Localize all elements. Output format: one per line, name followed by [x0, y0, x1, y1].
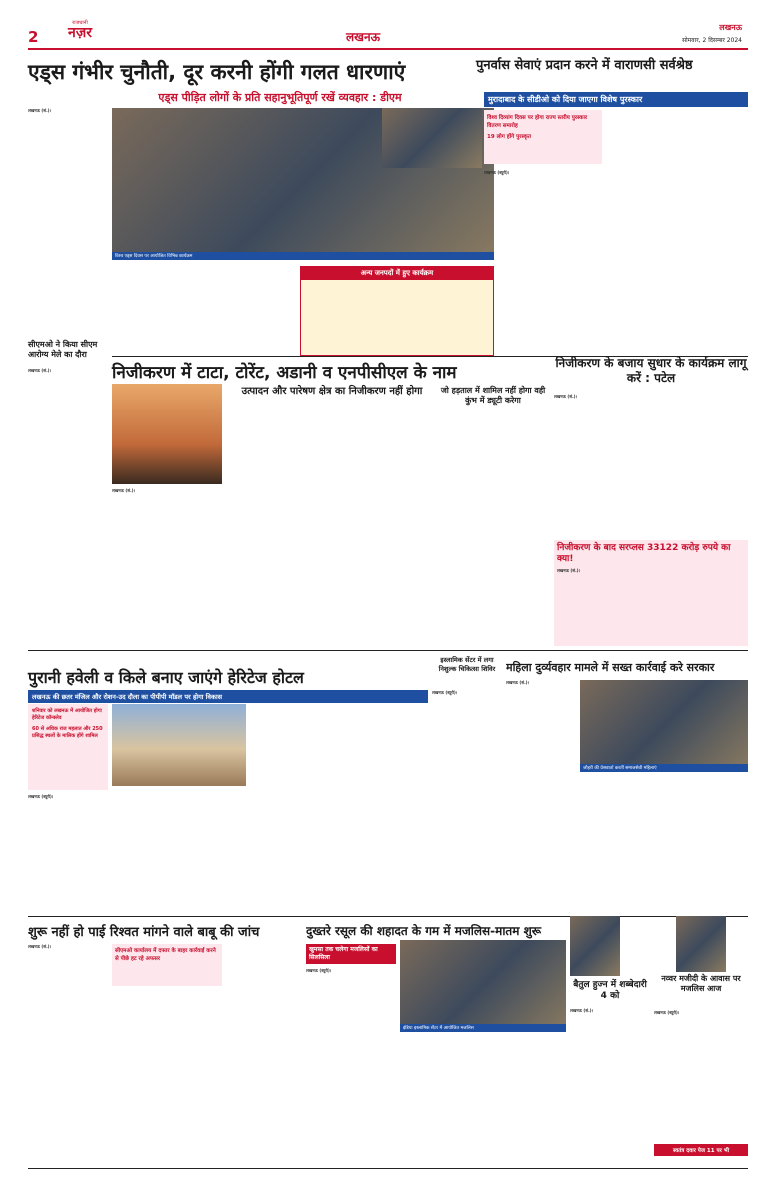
aids-photo-caption: विश्व एड्स दिवस पर आयोजित विभिन्न कार्यक्रम [112, 252, 494, 260]
headline-medical-camp: इस्लामिक सेंटर में लगा निशुल्क चिकित्सा शिविर [438, 656, 496, 673]
brand-name: नज़र [68, 25, 92, 41]
rehab-bullet-2: 19 लोग होंगे पुरस्कृत [487, 134, 531, 140]
story7-col5 [342, 704, 428, 914]
story5-col2 [652, 394, 748, 534]
story4-dateline: लखनऊ (सं.)। [112, 488, 136, 493]
headline-reform: निजीकरण के बजाय सुधार के कार्यक्रम लागू करें : पटेल [555, 356, 747, 385]
story9-dateline: लखनऊ (सं.)। [506, 680, 530, 685]
headline-women-abuse: महिला दुर्व्यवहार मामले में सख्त कार्रवाई करे सरकार [506, 661, 715, 674]
story12-body [570, 1008, 650, 1164]
story5-dateline: लखनऊ (सं.)। [554, 394, 578, 399]
story2-col2 [546, 170, 604, 356]
heritage-bullet-2: 60 से अधिक राज महलात और 250 प्रसिद्ध स्थलों के मालिक होंगे शामिल [32, 726, 103, 739]
cleric-photo [570, 916, 620, 976]
story7-col4 [250, 704, 338, 914]
women-press-photo [580, 680, 748, 772]
rehab-bullet-1: विश्व दिव्यांग दिवस पर होगा राज्य स्तरीय पुरस्कार वितरण समारोह [487, 115, 588, 129]
other-districts-title: अन्य जनपदों में हुए कार्यक्रम [301, 267, 493, 280]
majlis-photo [400, 940, 566, 1032]
varanasi-photo [382, 108, 482, 168]
headline-cmo: सीएमओ ने किया सीएम आरोग्य मेले का दौरा [28, 340, 98, 359]
heritage-photo [112, 704, 246, 786]
rule-mid3 [28, 916, 748, 917]
heritage-bullet-1: शनिवार को लखनऊ में आयोजित होगा हेरिटेज कॉन्क्लेव [32, 708, 102, 721]
story6-body [554, 568, 748, 644]
story2-col1 [484, 170, 542, 356]
story1-col2 [112, 266, 202, 356]
page-header [0, 0, 770, 48]
story2-dateline: लखनऊ (ब्यूरो)। [484, 170, 510, 175]
story12-dateline: लखनऊ (सं.)। [570, 1008, 594, 1013]
headline-shabbedari: बैतुल हुज्न में शब्बेदारी 4 को [573, 980, 647, 1001]
story13-dateline: लखनऊ (ब्यूरो)। [654, 1010, 680, 1015]
majlis-tag: खुमसा तक चलेगा मजलिसों का सिलसिला [306, 944, 396, 964]
story4-col3 [328, 422, 436, 646]
story7-col1 [28, 794, 108, 914]
story3-dateline: लखनऊ (सं.)। [28, 368, 52, 373]
subhead-aids: एड्स पीड़ित लोगों के प्रति सहानुभूतिपूर्ण रखें व्यवहार : डीएम [158, 91, 402, 104]
story7-col2 [112, 790, 200, 914]
subhead-production: उत्पादन और पारेषण क्षेत्र का निजीकरण नहीं होगा [241, 386, 423, 397]
headline-bribe: शुरू नहीं हो पाई रिश्वत मांगने वाले बाबू की जांच [28, 925, 260, 940]
surplus-box [554, 540, 748, 646]
story1-col3 [206, 266, 296, 356]
story9-col4 [506, 808, 576, 914]
story7-dateline: लखनऊ (ब्यूरो)। [28, 794, 54, 799]
story9-col3 [666, 776, 748, 914]
brand-small-text: राजधानी [72, 20, 88, 26]
story11-dateline: लखनऊ (ब्यूरो)। [306, 968, 332, 973]
story11-col3 [484, 1036, 566, 1164]
headline-surplus: निजीकरण के बाद सरप्लस 33122 करोड़ रुपये का क्या! [557, 543, 731, 564]
story10-dateline: लखनऊ (सं.)। [28, 944, 52, 949]
page-number: 2 [28, 28, 39, 46]
story11-col2 [400, 1036, 480, 1164]
headline-nawwar: नव्वर मजीदी के आवास पर मजलिस आज [661, 974, 741, 993]
headline-aids: एड्स गंभीर चुनौती, दूर करनी होंगी गलत धारणाएं [28, 60, 406, 84]
rehab-bullets [484, 110, 602, 164]
section-tag: लखनऊ [346, 30, 381, 44]
rule-mid2 [28, 650, 748, 651]
story10-col1 [28, 944, 108, 1164]
nawwar-photo [676, 916, 726, 972]
story8-dateline: लखनऊ (ब्यूरो)। [432, 690, 458, 695]
header-date: सोमवार, 2 दिसम्बर 2024 [682, 37, 742, 44]
story4-col2 [224, 422, 324, 646]
other-districts-box [300, 266, 494, 356]
majlis-photo-caption: इंडिया इस्लामिक सेंटर में आयोजित मजलिस [400, 1024, 566, 1032]
story2-col4 [680, 108, 748, 356]
header-rule [28, 48, 748, 50]
headline-majlis: दुख्तरे रसूल की शहादत के गम में मजलिस-मातम शुरू [306, 924, 542, 938]
women-photo-caption: जौहरी की प्रेसवार्ता करतीं समाजसेवी महिलाएं [580, 764, 748, 772]
headline-privatisation: निजीकरण में टाटा, टोरेंट, अडानी व एनपीसीएल के नाम [112, 363, 457, 383]
headline-rehab: पुनर्वास सेवाएं प्रदान करने में वाराणसी सर्वश्रेष्ठ [476, 58, 693, 73]
story1-col1 [28, 108, 108, 336]
heritage-bullets [28, 704, 108, 790]
story4-col4 [440, 430, 546, 646]
subhead-strike: जो हड़ताल में शामिल नहीं होगा वही कुंभ में ड्यूटी करेगा [440, 386, 546, 405]
story11-col1 [306, 968, 396, 1164]
subhead-rehab: मुरादाबाद के सीडीओ को दिया जाएगा विशेष पुरस्कार [484, 92, 748, 107]
story4-col1 [112, 488, 220, 646]
story5-col1 [554, 394, 648, 534]
story10-col2 [112, 990, 222, 1164]
headline-heritage: पुरानी हवेली व किले बनाए जाएंगे हेरिटेज होटल [28, 668, 304, 687]
story9-col1 [506, 680, 576, 804]
bribe-box-text: सीएमओ कार्यालय में दफ्तर के बाहर कार्रवाई करने से पीछे हट रहे अफसर [115, 948, 216, 962]
footer-strip: स्वतंत्र दवार पेज 11 पर भी [654, 1144, 748, 1156]
bottom-rule [28, 1168, 748, 1169]
power-lines-photo [112, 384, 222, 484]
story10-col3 [226, 944, 300, 1164]
header-city: लखनऊ [719, 23, 742, 32]
story8-body [432, 690, 502, 914]
story2-col3 [608, 108, 676, 356]
heritage-intro: लखनऊ की छतर मंजिल और रोशन-उद दौला का पीपीपी मॉडल पर होगा विकास [28, 690, 428, 703]
story9-col2 [580, 776, 662, 914]
bribe-box [112, 944, 222, 986]
story1-dateline: लखनऊ (सं.)। [28, 108, 52, 113]
story13-body [654, 1010, 748, 1140]
brand-logo [42, 20, 118, 46]
story6-dateline: लखनऊ (सं.)। [557, 568, 581, 573]
